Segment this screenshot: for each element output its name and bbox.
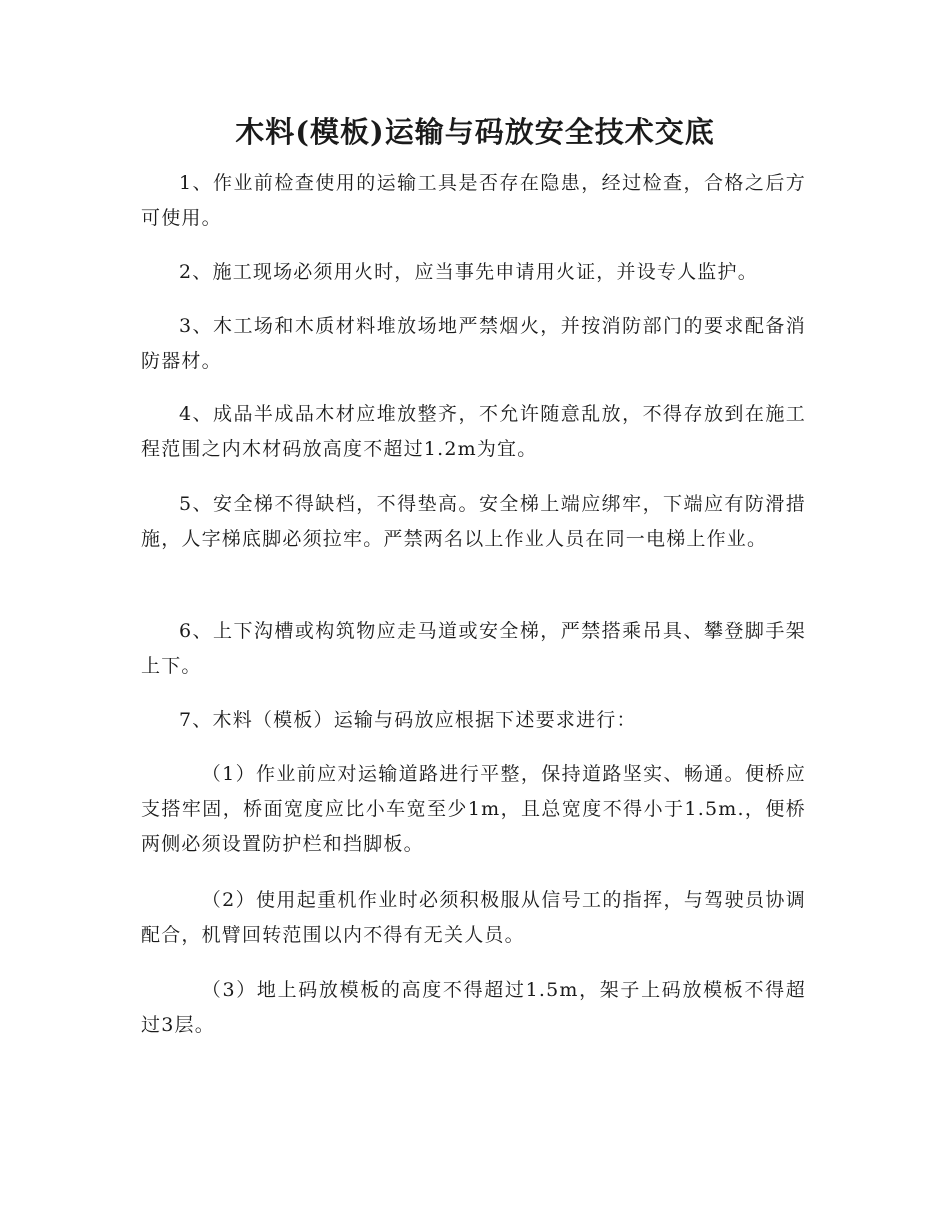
paragraph-6: 6、上下沟槽或构筑物应走马道或安全梯，严禁搭乘吊具、攀登脚手架上下。 bbox=[141, 620, 806, 677]
sub-item-3: （3）地上码放模板的高度不得超过1.5m，架子上码放模板不得超过3层。 bbox=[141, 979, 806, 1036]
paragraph-1: 1、作业前检查使用的运输工具是否存在隐患，经过检查，合格之后方可使用。 bbox=[141, 172, 806, 229]
paragraph-7: 7、木料（模板）运输与码放应根据下述要求进行： bbox=[179, 709, 637, 731]
sub-item-1: （1）作业前应对运输道路进行平整，保持道路坚实、畅通。便桥应支搭牢固，桥面宽度应比小车宽至少1m，且总宽度不得小于1.5m.，便桥两侧必须设置防护栏和挡脚板。 bbox=[141, 763, 806, 855]
paragraph-5: 5、安全梯不得缺档，不得垫高。安全梯上端应绑牢，下端应有防滑措施，人字梯底脚必须拉牢。严禁两名以上作业人员在同一电梯上作业。 bbox=[141, 493, 806, 550]
paragraph-2: 2、施工现场必须用火时，应当事先申请用火证，并设专人监护。 bbox=[179, 261, 758, 283]
document-title: 木料(模板)运输与码放安全技术交底 bbox=[235, 115, 715, 149]
sub-item-2: （2）使用起重机作业时必须积极服从信号工的指挥，与驾驶员协调配合，机臂回转范围以内不得有无关人员。 bbox=[141, 889, 806, 946]
paragraph-4: 4、成品半成品木材应堆放整齐，不允许随意乱放，不得存放到在施工程范围之内木材码放高度不超过1.2m为宜。 bbox=[141, 403, 806, 460]
paragraph-3: 3、木工场和木质材料堆放场地严禁烟火，并按消防部门的要求配备消防器材。 bbox=[141, 315, 806, 372]
